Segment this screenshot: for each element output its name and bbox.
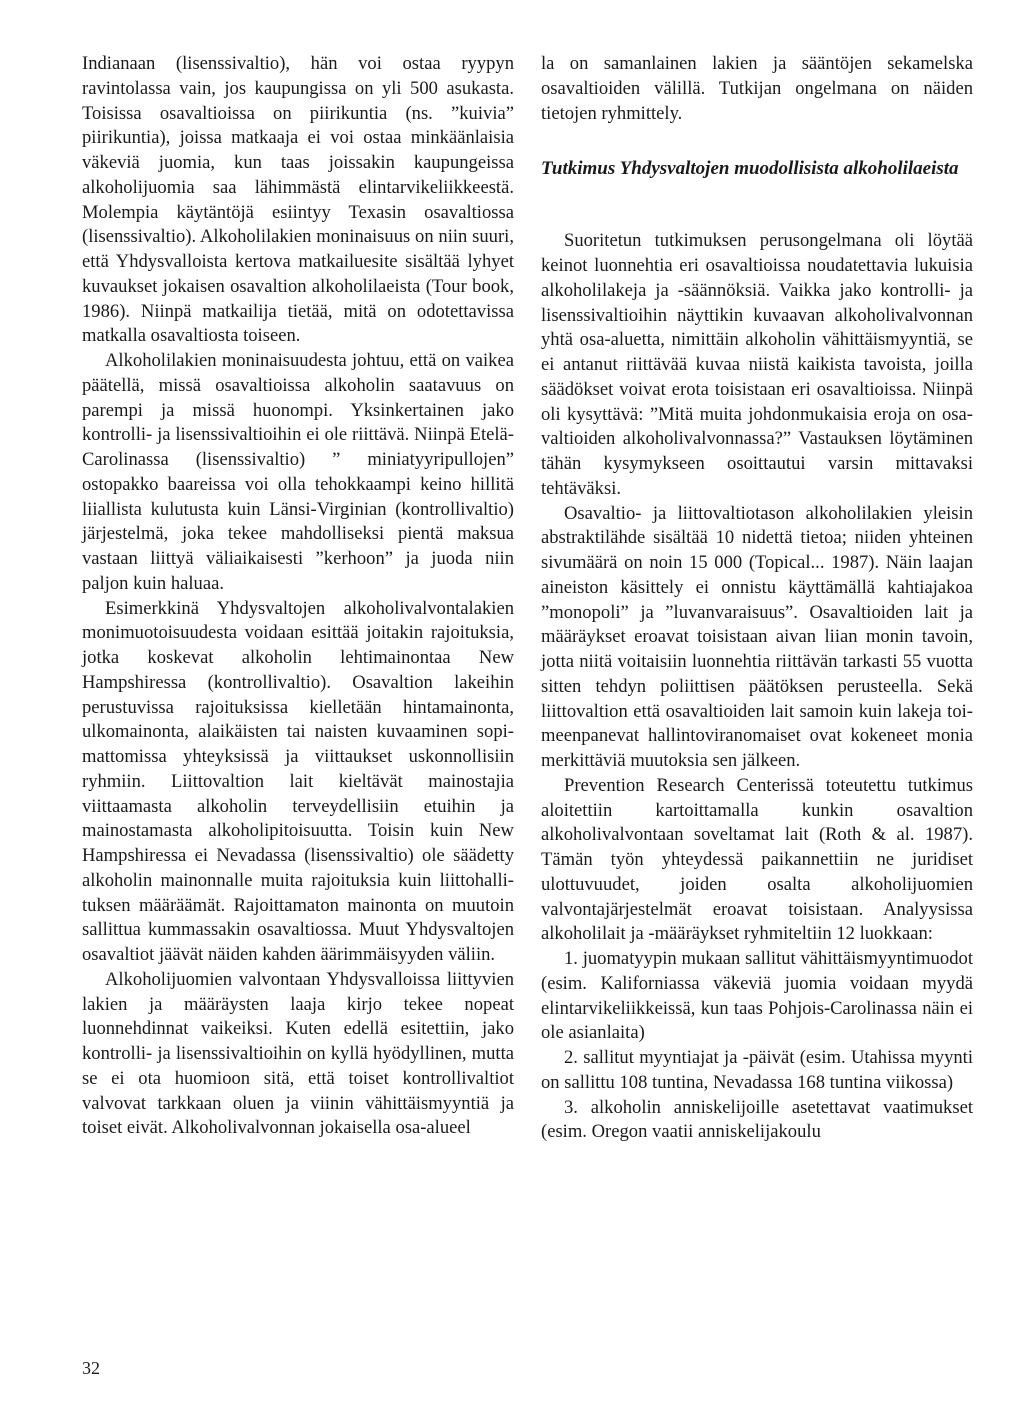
- body-paragraph-3: Esimerkkinä Yhdysvaltojen alkoholivalvontalakien monimuotoisuudesta voidaan esittää joitakin rajoituksia, jotka koskevat alkoholin lehtimainontaa New Hampshiressa (kontrollivaltio). Osavaltion lakeihin perustuvissa rajoituksissa kielletään hintamainonta, ulkomainonta, alaikäisten tai naisten kuvaaminen sopimattomissa yhteyksissä ja viittaukset uskonnollisiin ryhmiin. Liittovaltion lait kieltävät mainostajia viittaamasta alkoholin terveydellisiin etuihin ja mainostamasta alkoholipitoisuutta. Toisin kuin New Hampshiressa ei Nevadassa (lisenssivaltio) ole säädetty alkoholin mainonnalle muita rajoituksia kuin liittohallituksen määräämät. Rajoittamaton mainonta on muutoin sallittua kummassakin osavaltiossa. Muut Yhdysvaltojen osavaltiot jäävät näiden kahden äärimmäisyyden väliin.: [82, 597, 514, 965]
- body-paragraph-6: Osavaltio- ja liittovaltiotason alkoholilakien yleisin abstraktilähde sisältää 10 nidettä tietoa; niiden yhteinen sivumäärä on noin 15 000 (Topical... 1987). Näin laajan aineiston käsittely ei onnistu käyttämällä kahtiajakoa ”monopoli” ja ”luvanvaraisuus”. Osavaltioiden lait ja määräykset eroavat toisistaan aivan liian monin tavoin, jotta niitä voitaisiin luonnehtia riittävän tarkasti 55 vuotta sitten tehdyn poliittisen päätöksen perusteella. Sekä liittovaltion että osavaltioiden lait samoin kuin lakeja toimeenpanevat hallintoviranomaiset ovat kokeneet monia merkittäviä muutoksia sen jälkeen.: [541, 502, 973, 771]
- body-paragraph-4: Alkoholijuomien valvontaan Yhdysvalloissa liittyvien lakien ja määräysten laaja kirjo tekee nopeat luonnehdinnat vaikeiksi. Kuten edellä esitettiin, jako kontrolli- ja lisenssivaltioihin on kyllä hyödyllinen, mutta se ei ota huomioon sitä, että toiset kontrollivaltiot valvovat tarkkaan oluen ja viinin vähittäismyyntiä ja toiset eivät. Alkoholivalvonnan jokaisella osa-alueel: [82, 968, 514, 1139]
- body-paragraph-5: Suoritetun tutkimuksen perusongelmana oli löytää keinot luonnehtia eri osavaltioissa noudatettavia lukuisia alkoholilakeja ja -säännöksiä. Vaikka jako kontrolli- ja lisenssivaltioihin näyttikin kuvaavan alkoholivalvonnan yhtä osa-aluetta, nimittäin alkoholin vähittäismyyntiä, se ei antanut riittävää kuvaa niistä kaikista tavoista, joilla säädökset voivat erota toisistaan eri osavaltioissa. Niinpä oli kysyttävä: ”Mitä muita johdonmukaisia eroja on osavaltioiden alkoholivalvonnassa?” Vastauksen löytäminen tähän kysymykseen osoittautui varsin mittavaksi tehtäväksi.: [541, 230, 973, 499]
- continued-paragraph: la on samanlainen lakien ja sääntöjen sekamelska osavaltioiden välillä. Tutkijan ongelmana on näiden tietojen ryhmittely.: [541, 53, 973, 124]
- left-column: [82, 52, 514, 1141]
- body-paragraph-7: Prevention Research Centerissä toteutettu tutkimus aloitettiin kartoittamalla kunkin osavaltion alkoholivalvontaan soveltamat lait (Roth & al. 1987). Tämän työn yhteydessä paikannettiin ne juridiset ulottuvuudet, joiden osalta alkoholijuomien valvontajärjestelmät eroavat toisistaan. Analyysissa alkoholilait ja -määräykset ryhmiteltiin 12 luokkaan:: [541, 774, 973, 945]
- list-item-2: 2. sallitut myyntiajat ja -päivät (esim. Utahissa myynti on sallittu 108 tuntina, Nevadassa 168 tuntina viikossa): [541, 1047, 973, 1093]
- right-column: [541, 52, 973, 1145]
- body-paragraph-2: Alkoholilakien moninaisuudesta johtuu, että on vaikea päätellä, missä osavaltioissa alkoholin saatavuus on parempi ja missä huonompi. Yksinkertainen jako kontrolli- ja lisenssivaltioihin ei ole riittävä. Niinpä Etelä-Carolinassa (lisenssivaltio) ” miniatyyripullojen” ostopakko baareissa voi olla tehokkaampi keino hillitä liiallista kulutusta kuin Länsi-Virginian (kontrollivaltio) järjestelmä, joka tekee mahdolliseksi pientä maksua vastaan liittyä väliaikaisesti ”kerhoon” ja juoda niin paljon kuin haluaa.: [82, 350, 514, 594]
- section-heading: Tutkimus Yhdysvaltojen muodollisista alkoholilaeista: [541, 158, 959, 180]
- list-item-1: 1. juomatyypin mukaan sallitut vähittäismyyntimuodot (esim. Kaliforniassa väkeviä juomia voidaan myydä elintarvikeliikkeissä, kun taas Pohjois-Carolinassa näin ei ole asianlaita): [541, 948, 973, 1044]
- list-item-3: 3. alkoholin anniskelijoille asetettavat vaatimukset (esim. Oregon vaatii anniskelijakoulu: [541, 1096, 973, 1143]
- body-paragraph-1: Indianaan (lisenssivaltio), hän voi ostaa ryypyn ravintolassa vain, jos kaupungissa on yli 500 asukasta. Toisissa osavaltioissa on piirikuntia (ns. ”kuivia” piirikuntia), joissa matkaaja ei voi ostaa minkäänlaisia väkeviä juomia, kun taas joissakin kaupungeissa alkoholijuomia saa lähimmästä elintarvikeliikkeestä. Molempia käytäntöjä esiintyy Texasin osavaltiossa (lisenssivaltio). Alkoholilakien moninaisuus on niin suuri, että Yhdysvalloista kertova matkailuesite sisältää lyhyet kuvaukset jokaisen osavaltion alkoholilaeista (Tour book, 1986). Niinpä matkailija tietää, mitä on odotettavissa matkalla osavaltiosta toiseen.: [82, 53, 514, 347]
- page-number: 32: [82, 1358, 100, 1378]
